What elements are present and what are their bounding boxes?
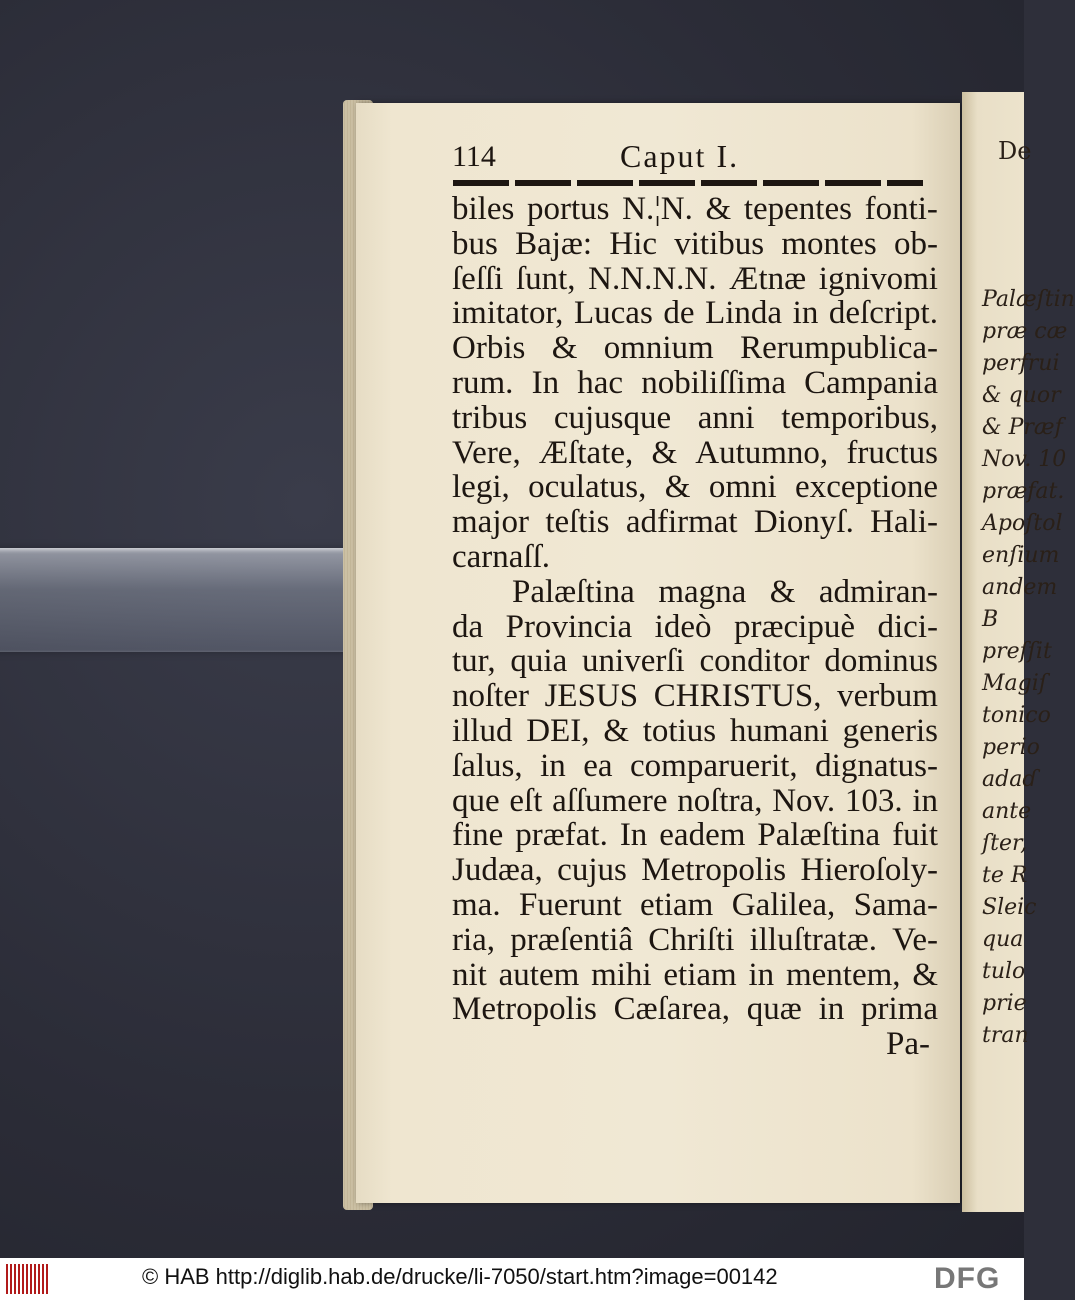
text-line: ria, præſentiâ Chriſti illuſtratæ. Ve- (452, 921, 938, 958)
facing-text-fragment: prie (982, 991, 1027, 1016)
text-line: Pa- (886, 1026, 930, 1063)
text-line: noſter JESUS CHRISTUS, verbum (452, 678, 938, 715)
page-number: 114 (452, 140, 496, 173)
text-line: carnaſſ. (452, 538, 551, 575)
text-line: biles portus N.¦N. & tepentes fonti- (452, 191, 938, 227)
text-line: imitator, Lucas de Linda in deſcript. (452, 295, 938, 332)
facing-text-fragment: qua (982, 927, 1024, 952)
header-rule (453, 180, 923, 186)
text-line: Metropolis Cæſarea, quæ in prima (452, 991, 938, 1028)
facing-text-fragment: Magiſ (982, 671, 1047, 696)
text-line: illud DEI, & totius humani generis (452, 712, 938, 749)
text-line: Vere, Æſtate, & Autumno, fructus (452, 434, 938, 471)
facing-text-fragment: ante (982, 799, 1032, 824)
text-line: Orbis & omnium Rerumpublica- (452, 330, 938, 367)
facing-page-text (982, 284, 1075, 1052)
text-line: que eſt aſſumere noſtra, Nov. 103. in (452, 782, 938, 819)
dfg-logo: DFG (934, 1262, 1001, 1295)
facing-text-fragment: Apoſtol (982, 511, 1063, 536)
facing-text-fragment: & quor (982, 383, 1061, 408)
facing-text-fragment: te R (982, 863, 1028, 888)
facing-text-fragment: preſſit (982, 639, 1052, 664)
footer-bar (0, 1258, 1024, 1300)
facing-text-fragment: B (982, 607, 999, 632)
text-line: rum. In hac nobiliſſima Campania (452, 364, 938, 401)
text-line: bus Bajæ: Hic vitibus montes ob- (452, 225, 938, 262)
text-line: legi, oculatus, & omni exceptione (452, 469, 938, 506)
library-barcode-icon (6, 1264, 48, 1294)
running-head: Caput I. (620, 138, 740, 174)
text-line: ſalus, in ea comparuerit, dignatus- (452, 747, 938, 784)
facing-text-fragment: præ cæ (982, 319, 1068, 344)
facing-text-fragment: andem (982, 575, 1058, 600)
facing-page (962, 92, 1075, 1212)
facing-text-fragment: perfrui (982, 351, 1060, 376)
facing-text-fragment: perio (982, 735, 1040, 760)
facing-text-fragment: Palæſtin (982, 287, 1075, 312)
facing-text-fragment: præfat. (982, 479, 1065, 504)
text-line: fine præfat. In eadem Palæſtina fuit (452, 817, 938, 854)
facing-text-fragment: Nov. 10 (982, 447, 1067, 472)
page-text (452, 192, 938, 1062)
facing-text-fragment: tonico (982, 703, 1051, 728)
facing-page-header: De (998, 137, 1032, 165)
text-line: major teſtis adfirmat Dionyſ. Hali- (452, 504, 938, 541)
footer-credit: © HAB http://diglib.hab.de/drucke/li-7050/start.htm?image=00142 (142, 1264, 778, 1289)
facing-text-fragment: & Præf (982, 415, 1063, 440)
text-line: Palæſtina magna & admiran- (512, 573, 938, 610)
facing-text-fragment: Sleic (982, 895, 1037, 920)
page-header (452, 140, 932, 180)
text-line: tribus cujusque anni temporibus, (452, 399, 938, 436)
facing-text-fragment: ſter, (982, 831, 1028, 856)
text-line: da Provincia ideò præcipuè dici- (452, 608, 938, 645)
facing-text-fragment: adaɗ (982, 767, 1038, 792)
facing-text-fragment: tulo (982, 959, 1026, 984)
text-line: tur, quia univerſi conditor dominus (452, 643, 938, 680)
text-line: ma. Fuerunt etiam Galilea, Sama- (452, 886, 938, 923)
text-line: ſeſſi ſunt, N.N.N.N. Ætnæ ignivomi (452, 260, 938, 297)
text-line: nit autem mihi etiam in mentem, & (452, 956, 938, 993)
facing-text-fragment: tran (982, 1023, 1029, 1048)
facing-text-fragment: enſium (982, 543, 1060, 568)
text-line: Judæa, cujus Metropolis Hieroſoly- (452, 852, 938, 889)
